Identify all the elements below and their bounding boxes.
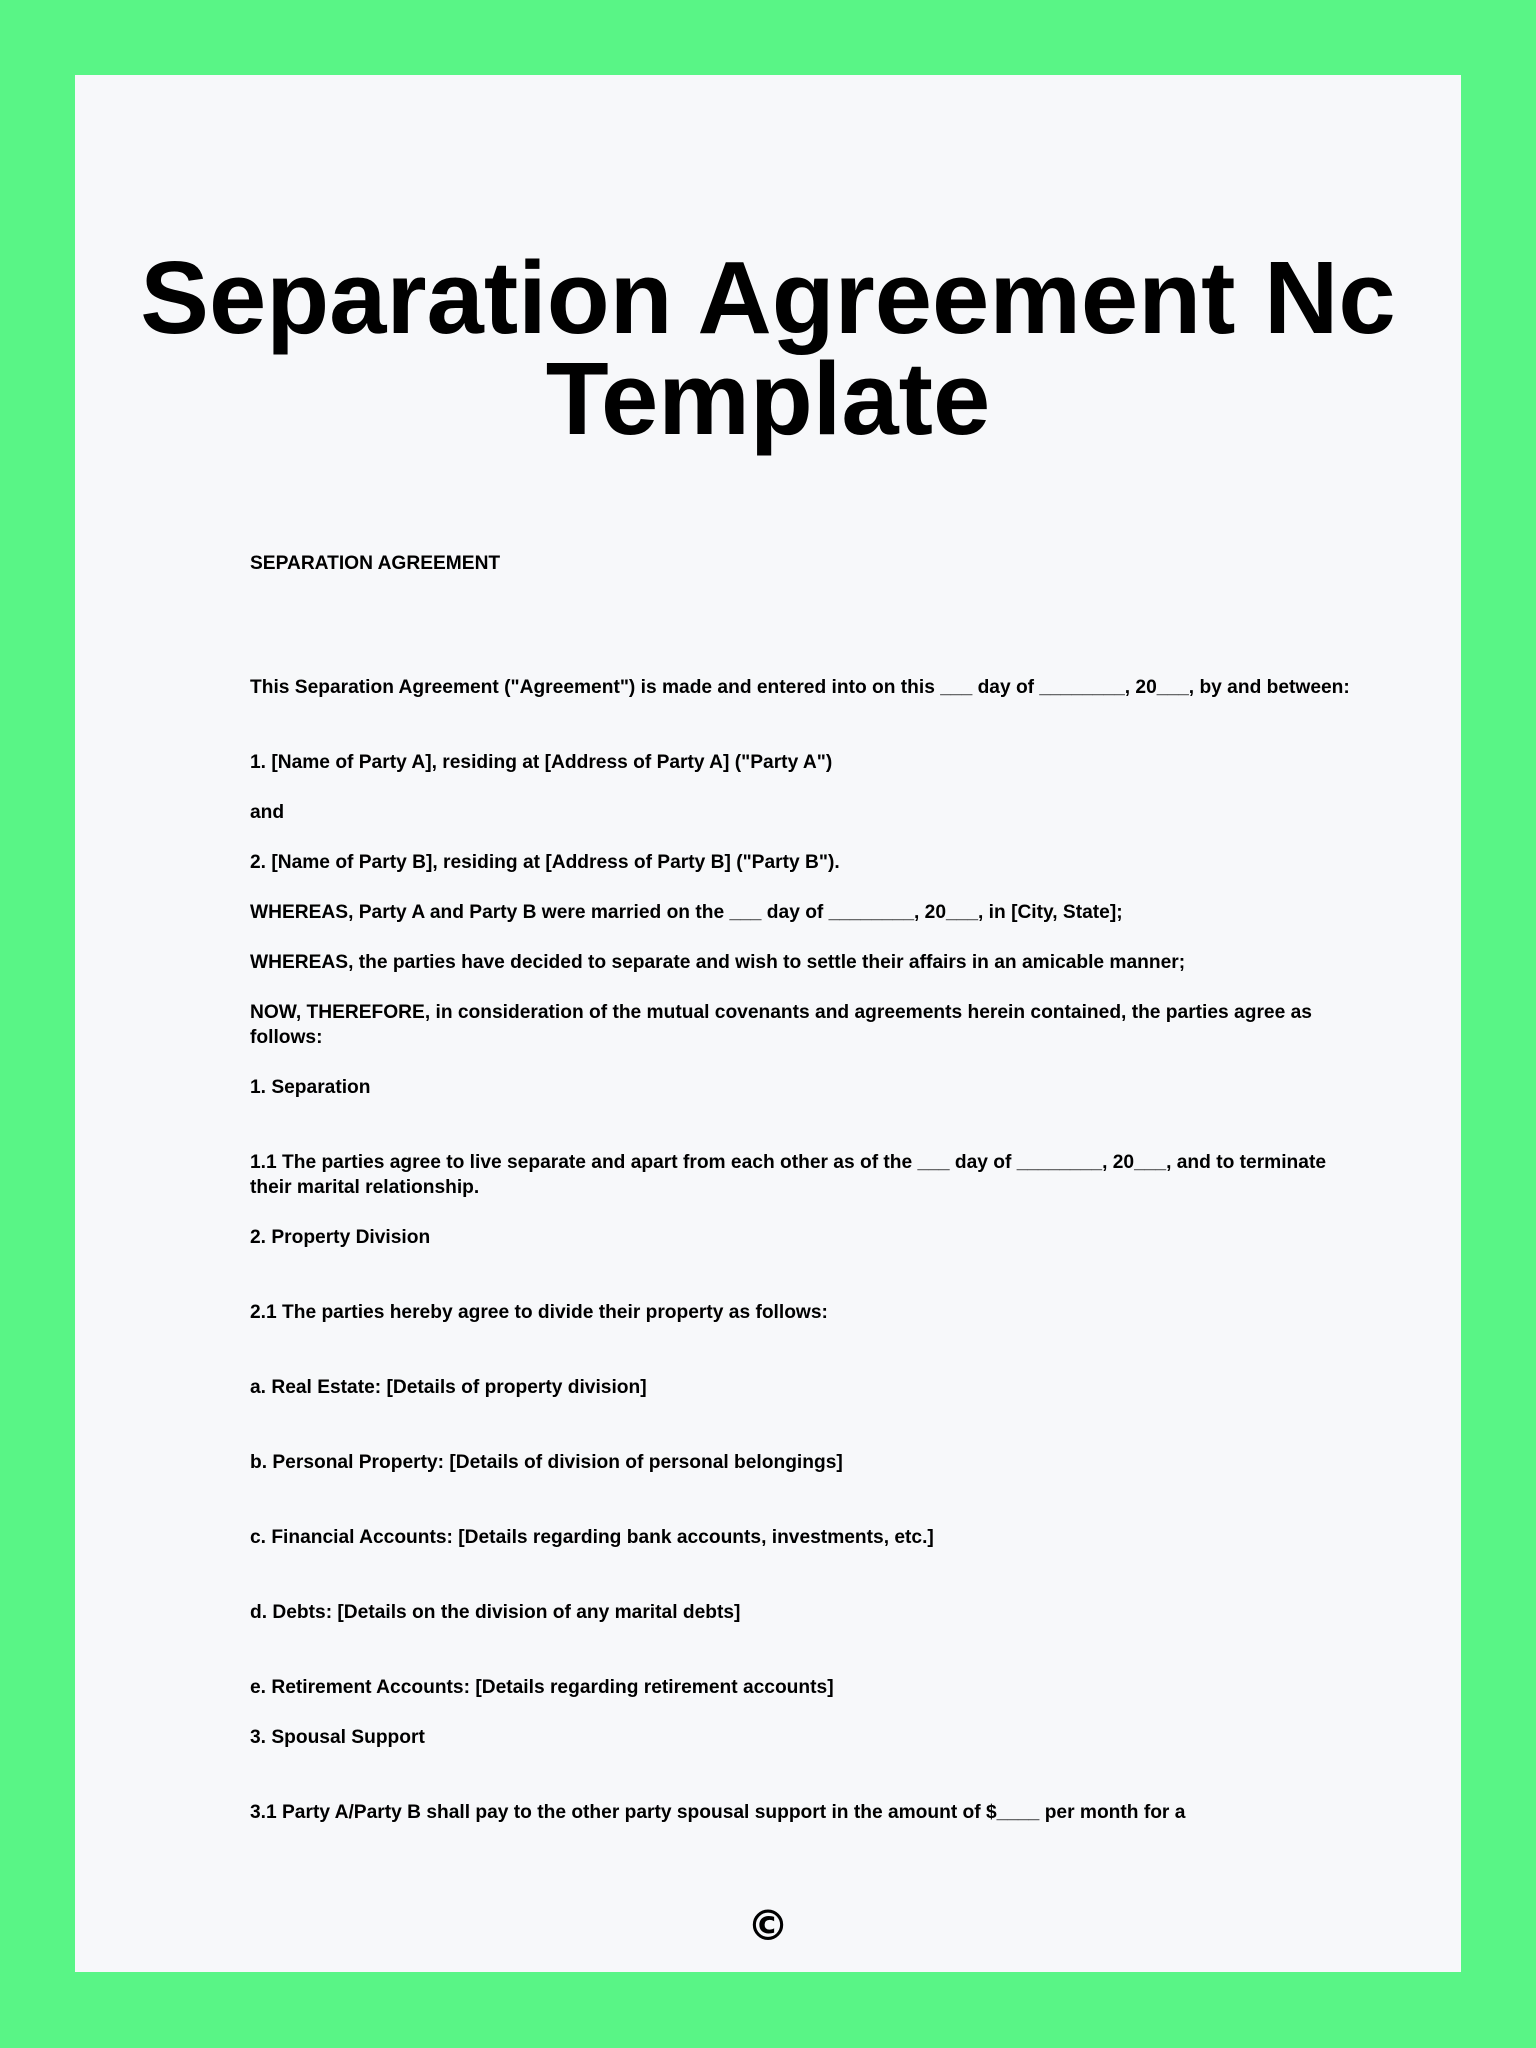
- section-property-heading: 2. Property Division: [250, 1227, 431, 1248]
- item-retirement-accounts: e. Retirement Accounts: [Details regarding retirement accounts]: [250, 1677, 834, 1698]
- whereas-separate: WHEREAS, the parties have decided to separate and wish to settle their affairs in an amicable manner;: [250, 952, 1186, 973]
- intro-paragraph: This Separation Agreement ("Agreement") is made and entered into on this ___ day of ________, 20___, by and between:: [250, 677, 1350, 698]
- document-body: [250, 75, 1360, 1972]
- clause-3-1: 3.1 Party A/Party B shall pay to the other party spousal support in the amount of $____ per month for a: [250, 1802, 1186, 1823]
- copyright-icon: ©: [747, 1901, 789, 1950]
- party-a-line: 1. [Name of Party A], residing at [Address of Party A] ("Party A"): [250, 752, 833, 773]
- section-separation-heading: 1. Separation: [250, 1077, 371, 1098]
- now-therefore-paragraph: NOW, THEREFORE, in consideration of the mutual covenants and agreements herein contained, the parties agree as follows:: [250, 1002, 1318, 1048]
- clause-2-1: 2.1 The parties hereby agree to divide their property as follows:: [250, 1302, 828, 1323]
- clause-1-1: 1.1 The parties agree to live separate and apart from each other as of the ___ day of ________, 20___, and to terminate their marital relationship.: [250, 1152, 1332, 1198]
- item-debts: d. Debts: [Details on the division of any marital debts]: [250, 1602, 741, 1623]
- agreement-heading: SEPARATION AGREEMENT: [250, 553, 501, 574]
- item-personal-property: b. Personal Property: [Details of division of personal belongings]: [250, 1452, 843, 1473]
- whereas-married: WHEREAS, Party A and Party B were married on the ___ day of ________, 20___, in [City, State];: [250, 902, 1123, 923]
- item-financial-accounts: c. Financial Accounts: [Details regarding bank accounts, investments, etc.]: [250, 1527, 934, 1548]
- party-b-line: 2. [Name of Party B], residing at [Address of Party B] ("Party B").: [250, 852, 840, 873]
- document-page: [75, 75, 1461, 1972]
- section-spousal-support-heading: 3. Spousal Support: [250, 1727, 425, 1748]
- and-line: and: [250, 802, 285, 823]
- title-line-2: Template: [545, 341, 991, 456]
- item-real-estate: a. Real Estate: [Details of property division]: [250, 1377, 647, 1398]
- title-line-1: Separation Agreement Nc: [140, 240, 1396, 355]
